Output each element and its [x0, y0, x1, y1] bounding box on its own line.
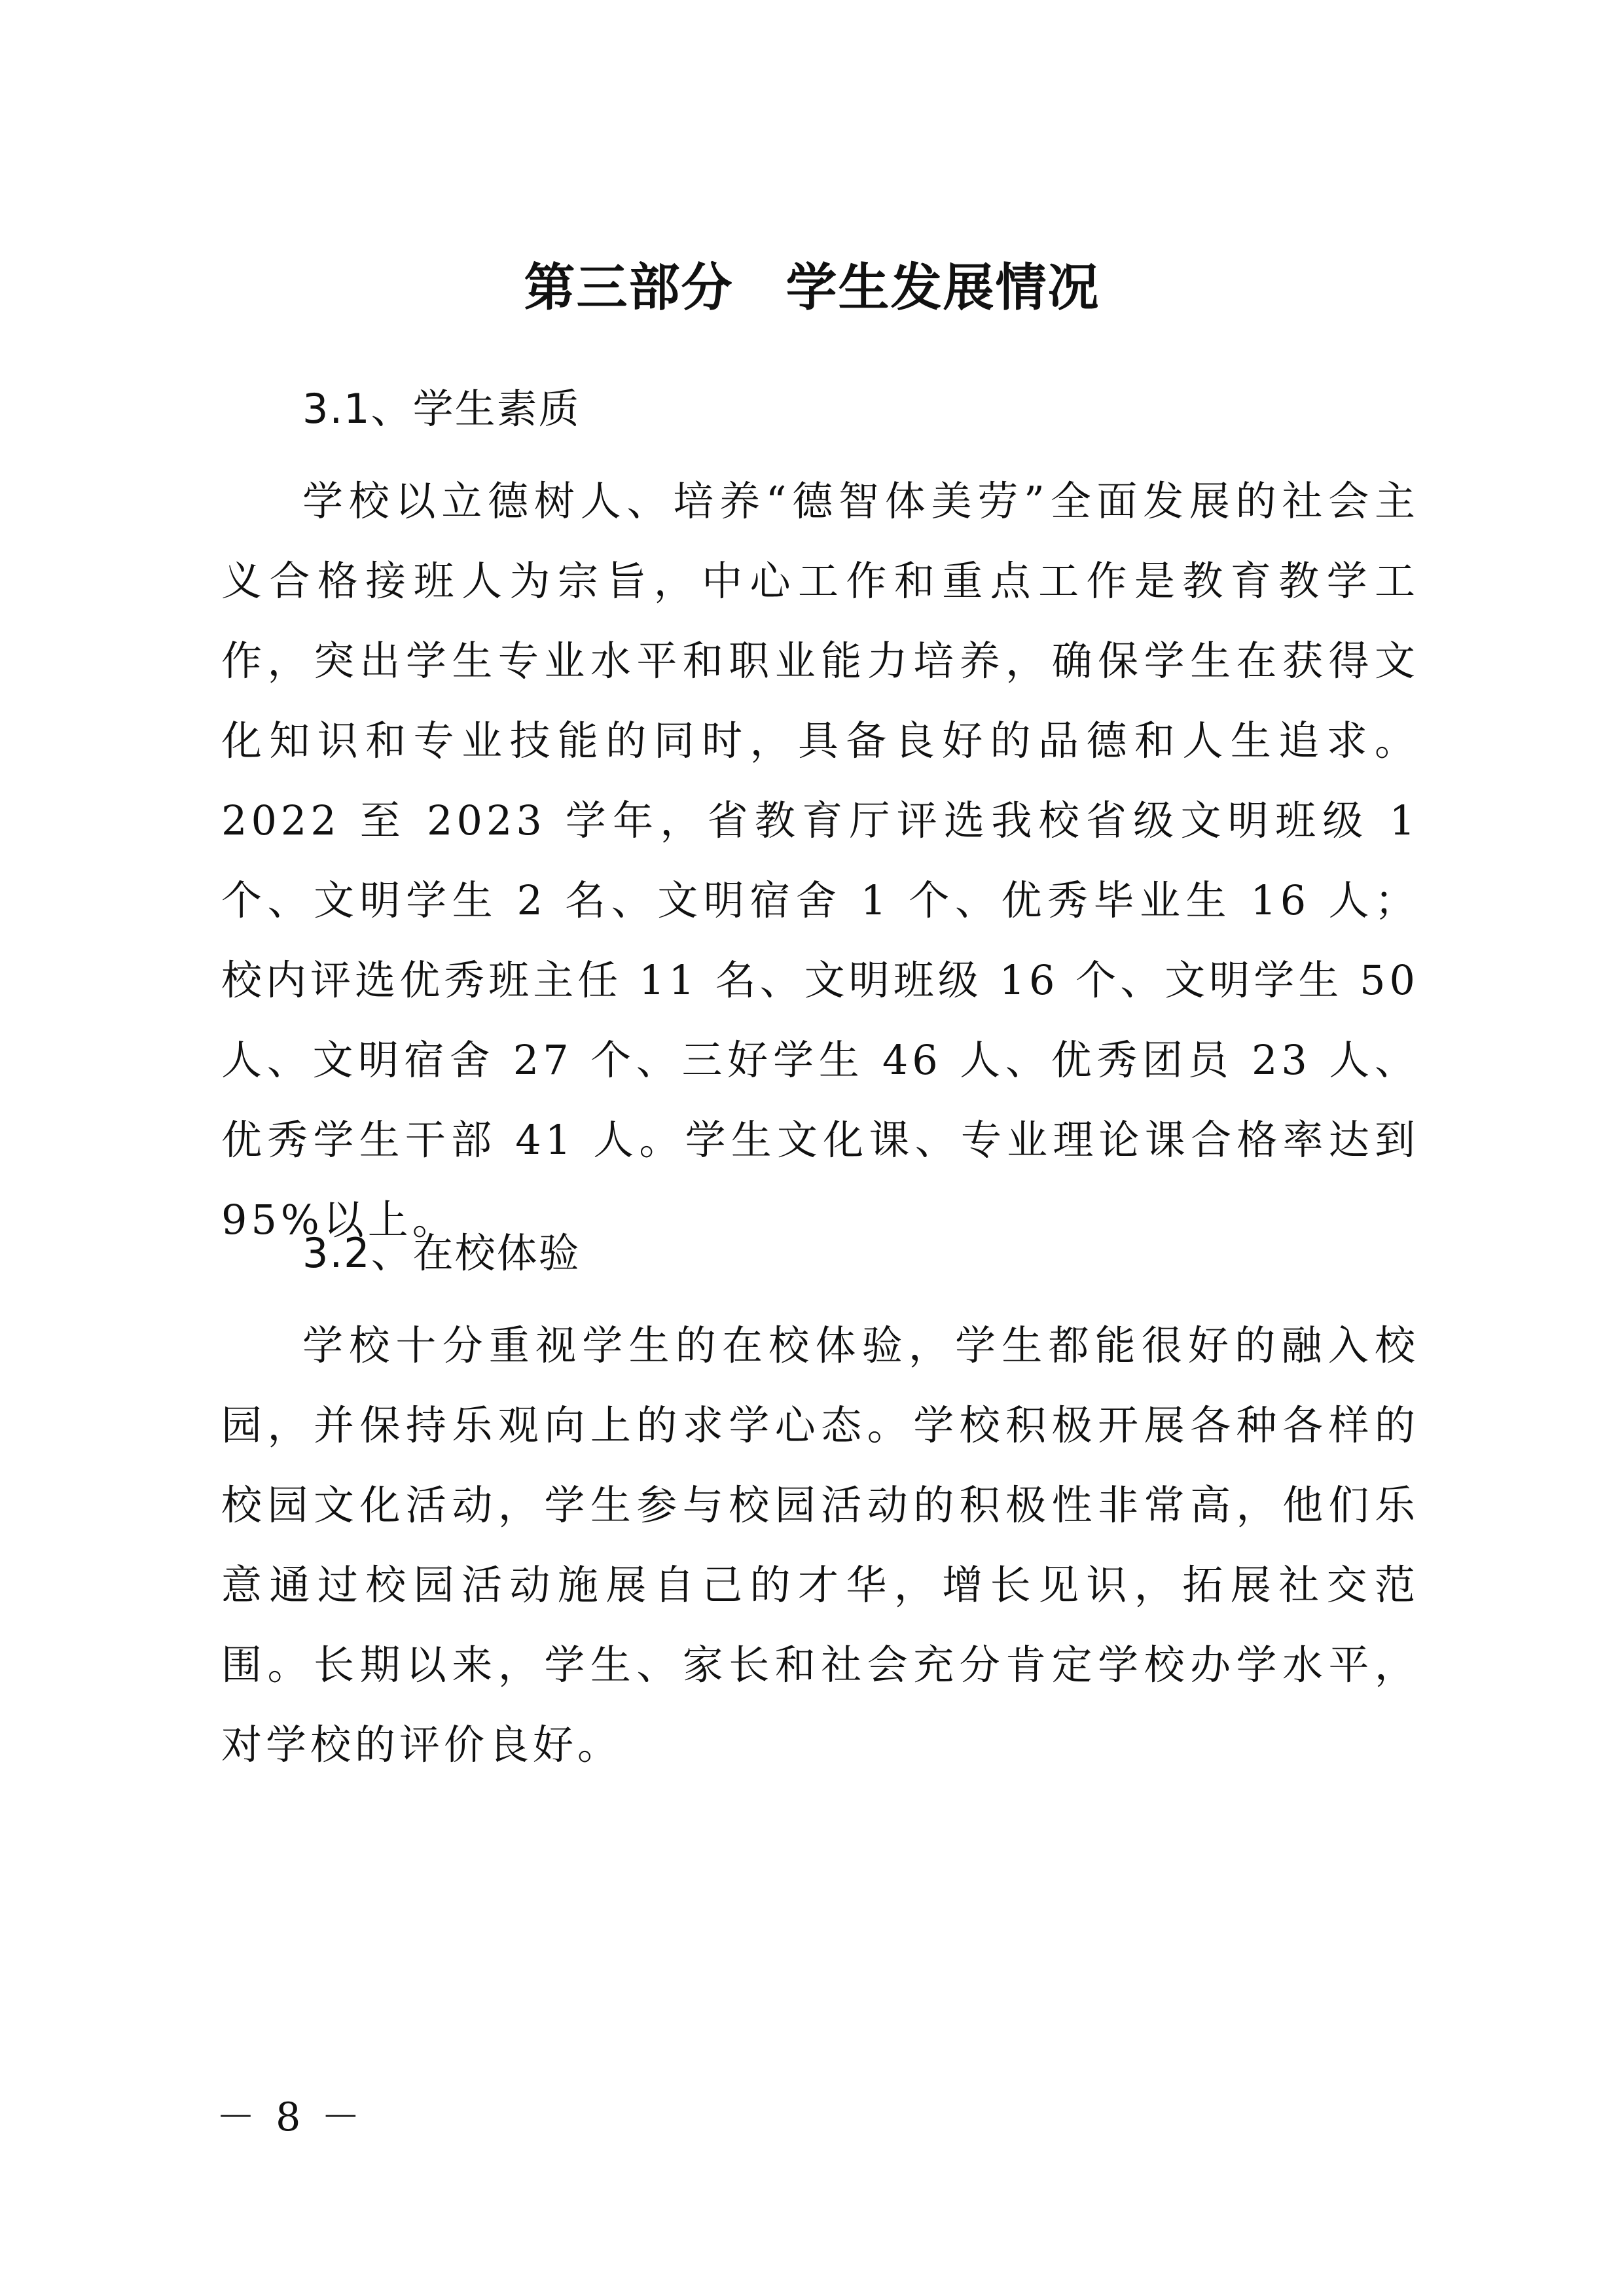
section-heading-student-quality: 3.1、学生素质	[302, 385, 581, 433]
section-paragraph-campus-experience: 学校十分重视学生的在校体验，学生都能很好的融入校园，并保持乐观向上的求学心态。学校积极开展各种各样的校园文化活动，学生参与校园活动的积极性非常高，他们乐意通过校园活动施展自己的才华，增长见识，拓展社交范围。长期以来，学生、家长和社会充分肯定学校办学水平，对学校的评价良好。	[221, 1321, 1419, 1768]
section-heading-campus-experience: 3.2、在校体验	[302, 1229, 581, 1277]
page-number: － 8 －	[216, 2094, 365, 2140]
section-paragraph-student-quality: 学校以立德树人、培养“德智体美劳”全面发展的社会主义合格接班人为宗旨，中心工作和重点工作是教育教学工作，突出学生专业水平和职业能力培养，确保学生在获得文化知识和专业技能的同时，具备良好的品德和人生追求。2022 至 2023 学年，省教育厅评选我校省级文明班级 1 个、文明学生 2 名、文明宿舍 1 个、优秀毕业生 16 人；校内评选优秀班主任 11 名、文明班级 16 个、文明学生 50 人、文明宿舍 27 个、三好学生 46 人、优秀团员 23 人、优秀学生干部 41 人。学生文化课、专业理论课合格率达到 95%以上。	[221, 477, 1419, 1244]
page-title: 第三部分 学生发展情况	[524, 259, 1100, 317]
